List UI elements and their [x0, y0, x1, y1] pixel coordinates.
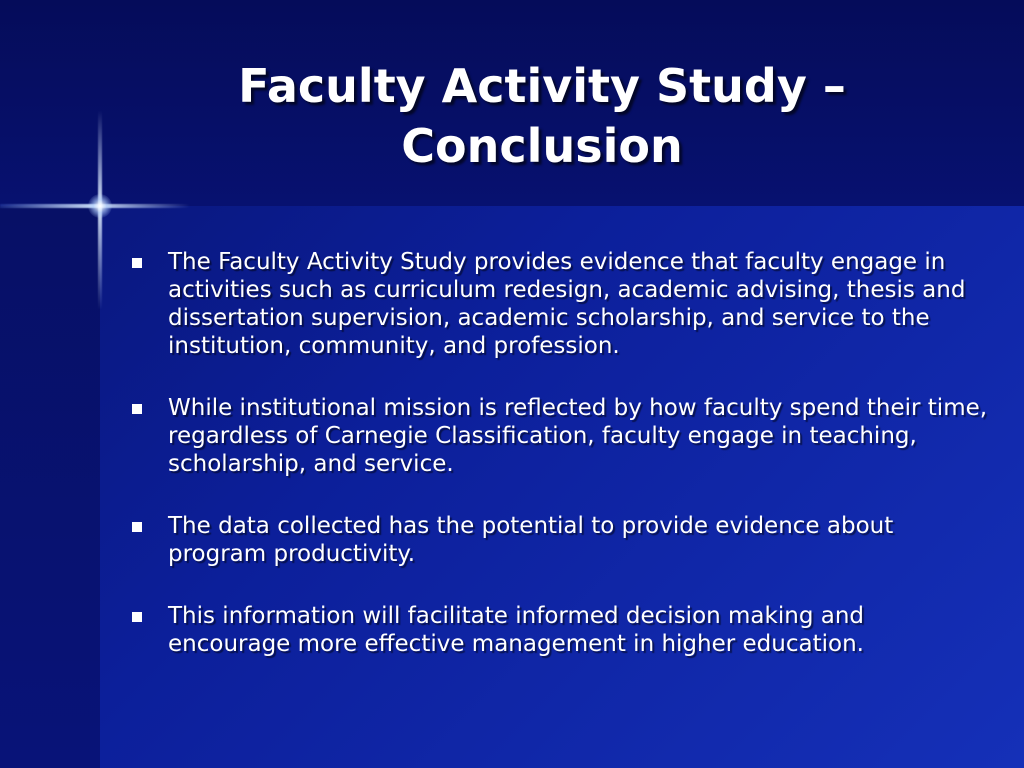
slide-title: Faculty Activity Study – Conclusion: [238, 59, 846, 173]
square-bullet-icon: [132, 522, 142, 532]
left-band: [0, 206, 100, 768]
square-bullet-icon: [132, 258, 142, 268]
square-bullet-icon: [132, 612, 142, 622]
square-bullet-icon: [132, 404, 142, 414]
bullet-item: [128, 512, 988, 568]
bullet-item: [128, 602, 988, 658]
sparkle-core: [88, 194, 112, 218]
bullet-item: [128, 394, 988, 478]
bullet-text: The Faculty Activity Study provides evidence that faculty engage in activities such as curriculum redesign, academic advising, thesis and dissertation supervision, academic scholarship, and service to the institution, community, and profession.: [168, 249, 966, 359]
bullet-text: While institutional mission is reflected by how faculty spend their time, regardless of Carnegie Classification, faculty engage in teaching, scholarship, and service.: [168, 395, 988, 477]
bullet-text: The data collected has the potential to provide evidence about program productivity.: [168, 513, 894, 567]
bullet-text: This information will facilitate informed decision making and encourage more effective management in higher education.: [168, 603, 864, 657]
bullet-list: [128, 248, 988, 692]
bullet-item: [128, 248, 988, 360]
